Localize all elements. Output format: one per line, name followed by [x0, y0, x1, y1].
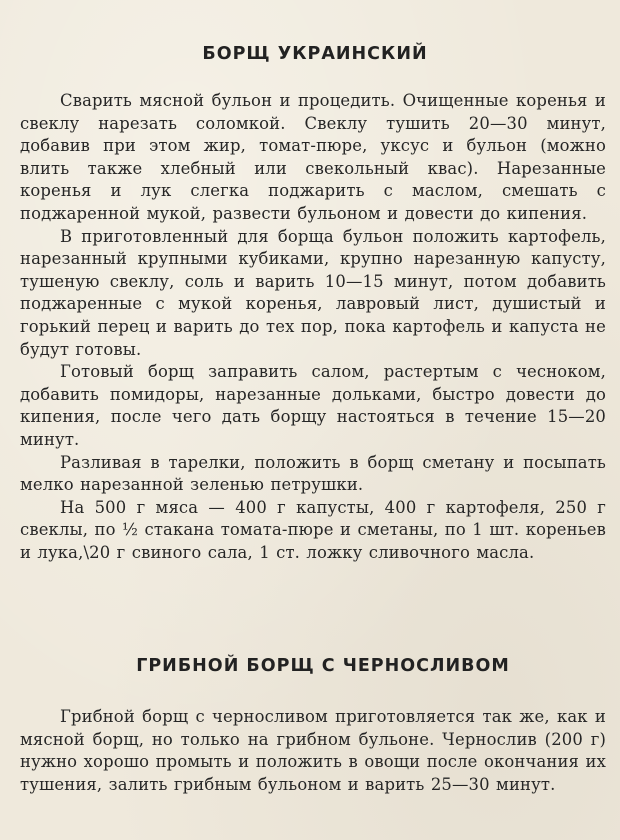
- recipe-title: ГРИБНОЙ БОРЩ С ЧЕРНОСЛИВОМ: [136, 656, 510, 676]
- recipe-paragraph: Сварить мясной бульон и процедить. Очищенные коренья и свеклу нарезать соломкой. Свеклу тушить 20—30 минут, добавив при этом жир, томат-пюре, уксус и бульон (можно влить также хлебный или свекольный квас). Нарезанные коренья и лук слегка поджарить с маслом, смешать с поджаренной мукой, развести бульоном и довести до кипения.: [20, 91, 606, 223]
- recipe-mushroom-borscht-with-prunes: [20, 652, 606, 796]
- recipe-paragraph: Разливая в тарелки, положить в борщ сметану и посыпать мелко нарезанной зеленью петрушки.: [20, 452, 606, 495]
- recipe-title: БОРЩ УКРАИНСКИЙ: [202, 44, 428, 64]
- recipe-paragraph: Готовый борщ заправить салом, растертым с чесноком, добавить помидоры, нарезанные дольками, быстро довести до кипения, после чего дать борщу настояться в течение 15—20 минут.: [20, 362, 606, 449]
- recipe-paragraph: В приготовленный для борща бульон положить картофель, нарезанный крупными кубиками, крупно нарезанную капусту, тушеную свеклу, соль и варить 10—15 минут, потом добавить поджаренные с мукой коренья, лавровый лист, душистый и горький перец и варить до тех пор, пока картофель и капуста не будут готовы.: [20, 226, 606, 359]
- recipe-ukrainian-borscht: [20, 40, 606, 564]
- recipe-paragraph: Грибной борщ с черносливом приготовляется так же, как и мясной борщ, но только на грибном бульоне. Чернослив (200 г) нужно хорошо промыть и положить в овощи после окончания их тушения, залить грибным бульоном и варить 25—30 минут.: [20, 707, 606, 794]
- ingredients-paragraph: На 500 г мяса — 400 г капусты, 400 г картофеля, 250 г свеклы, по ½ стакана томата-пюре и сметаны, по 1 шт. кореньев и лука,\20 г свиного сала, 1 ст. ложку сливочного масла.: [20, 497, 606, 562]
